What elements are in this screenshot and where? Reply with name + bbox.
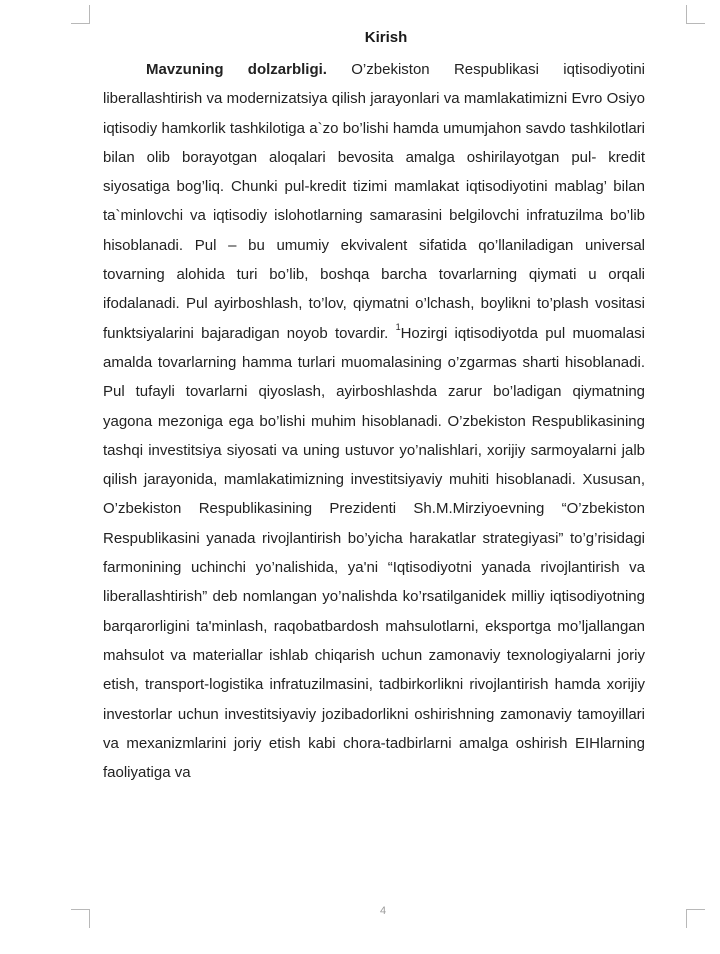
body-text-part-1: O’zbekiston Respublikasi iqtisodiyotini liberallashtirish va modernizatsiya qilish jarayonlari va mamlakatimizni Evro Osiyo iqtisodiy hamkorlik tashkilotiga a`zo bo’lishi hamda umumjahon savdo tashkilotlari bilan olib borayotgan aloqalari bevosita amalga oshirilayotgan pul- kredit siyosatiga bog’liq. Chunki pul-kredit tizimi mamlakat iqtisodiyotini mablag’ bilan ta`minlovchi va iqtisodiy islohotlarning samarasini belgilovchi infratuzilma bo’lib hisoblanadi. Pul – bu umumiy ekvivalent sifatida qo’llaniladigan universal tovarning alohida turi bo’lib, boshqa barcha tovarlarning qiymati u orqali ifodalanadi. Pul ayirboshlash, to’lov, qiymatni o’lchash, boylikni to’plash vositasi funktsiyalarini bajaradigan noyob tovardir. [103,61,645,342]
margin-marker-top-left [71,5,90,24]
body-text-part-2: Hozirgi iqtisodiyotda pul muomalasi amalda tovarlarning hamma turlari muomalasining o’zgarmas sharti hisoblanadi. Pul tufayli tovarlarni qiyoslash, ayirboshlashda zarur bo’ladigan qiymatning yagona mezoniga ega bo’lishi muhim hisoblanadi. O’zbekiston Respublikasining tashqi investitsiya siyosati va uning ustuvor yo’nalishlari, xorijiy sarmoyalarni jalb qilish jarayonida, mamlakatimizning investitsiyaviy muhiti hisoblanadi. Xususan, O’zbekiston Respublikasining Prezidenti Sh.M.Mirziyoevning “O’zbekiston Respublikasini yanada rivojlantirish bo’yicha harakatlar strategiyasi” to’g’risidagi farmonining uchinchi yo’nalishida, ya'ni “Iqtisodiyotni yanada rivojlantirish va liberallashtirish” deb nomlangan yo’nalishda ko’rsatilganidek milliy iqtisodiyotning barqarorligini ta'minlash, raqobatbardosh mahsulotlarni, eksportga mo’ljallangan mahsulot va materiallar ishlab chiqarish uchun zamonaviy texnologiyalarni joriy etish, transport-logistika infratuzilmasini, tadbirkorlikni rivojlantirish hamda xorijiy investorlar uchun investitsiyaviy jozibadorlikni oshirishning zamonaviy tamoyillari va mexanizmlarini joriy etish kabi chora-tadbirlarni amalga oshirish EIHlarning faoliyatiga va [103,324,646,782]
margin-marker-top-right [686,5,705,24]
section-title: Kirish [364,29,408,46]
lead-phrase: Mavzuning dolzarbligi. [146,61,327,78]
page-number: 4 [379,905,387,917]
body-paragraph[interactable] [103,55,645,787]
footnote-reference[interactable]: 1 [395,321,401,332]
